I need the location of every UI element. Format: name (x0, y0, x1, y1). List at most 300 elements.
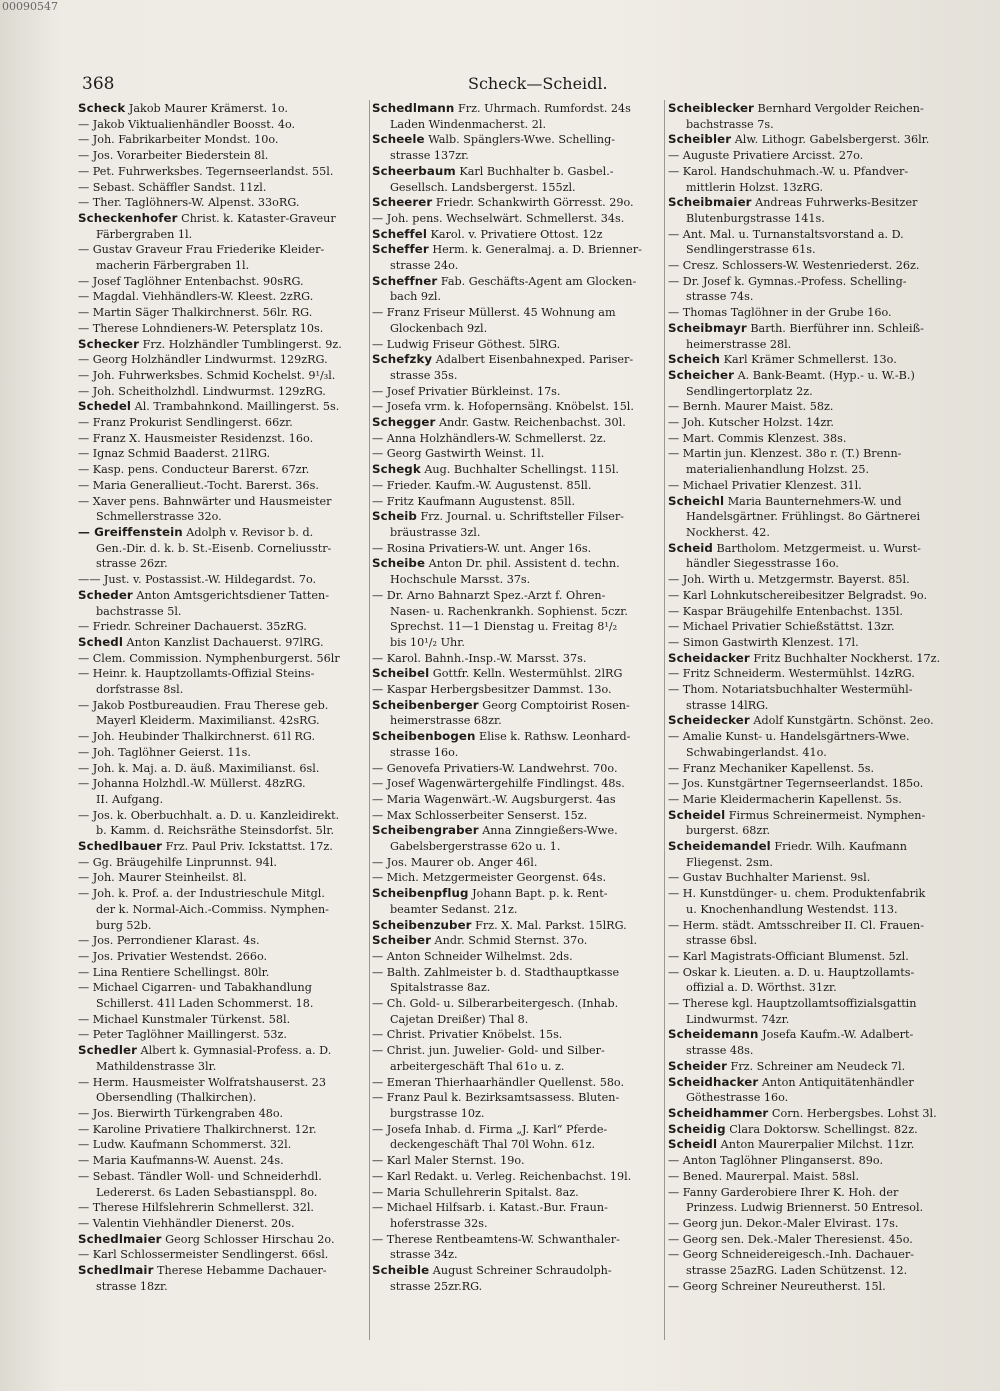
entry-text: Frz. Paul Priv. Ickstattst. 17z. (162, 840, 333, 854)
directory-column-2 (372, 101, 664, 1294)
entry-text: Maria Baunternehmers-W. und (724, 494, 902, 508)
entry-text: — Karl Magistrats-Officiant Blumenst. 5zl. (668, 949, 909, 963)
directory-entry (372, 132, 664, 148)
entry-text: — Franz X. Hausmeister Residenzst. 16o. (78, 431, 314, 445)
directory-entry (372, 337, 664, 353)
directory-entry (78, 242, 370, 258)
directory-entry (78, 431, 370, 447)
entry-text: — Bened. Maurerpal. Maist. 58sl. (668, 1169, 860, 1183)
directory-entry (78, 918, 370, 934)
directory-entry (78, 823, 370, 839)
entry-text: — Franz Friseur Müllerst. 45 Wohnung am (372, 306, 616, 320)
directory-entry (668, 227, 960, 243)
directory-entry (668, 588, 960, 604)
surname: Scheidacker (668, 650, 750, 665)
directory-entry (78, 886, 370, 902)
directory-entry (372, 808, 664, 824)
entry-text: — Georg Holzhändler Lindwurmst. 129zRG. (78, 353, 328, 367)
directory-entry (372, 839, 664, 855)
entry-text: — Therese kgl. Hauptzollamtsoffizialsgattin (668, 997, 917, 1011)
surname: Scheck (78, 101, 126, 115)
directory-entry (78, 494, 370, 510)
entry-text: — Friedr. Schreiner Dachauerst. 35zRG. (78, 620, 307, 634)
entry-text: strasse 25azRG. Laden Schützenst. 12. (686, 1264, 908, 1278)
entry-text: macherin Färbergraben 1l. (96, 259, 250, 273)
entry-text: — H. Kunstdünger- u. chem. Produktenfabrik (668, 887, 926, 901)
entry-text: — Jos. Maurer ob. Anger 46l. (372, 855, 538, 869)
directory-entry (668, 776, 960, 792)
directory-entry (668, 855, 960, 871)
directory-entry (668, 651, 960, 667)
directory-entry (372, 635, 664, 651)
directory-entry (668, 1059, 960, 1075)
entry-text: Frz. Holzhändler Tumblingerst. 9z. (139, 337, 342, 351)
surname: Scheibmayr (668, 320, 747, 335)
directory-entry (668, 792, 960, 808)
entry-text: Schmellerstrasse 32o. (96, 510, 222, 524)
entry-text: — Franz Mechaniker Kapellenst. 5s. (668, 761, 875, 775)
entry-text: — Joh. Fuhrwerksbes. Schmid Kochelst. 9¹/₃l. (78, 368, 336, 382)
directory-entry (78, 1200, 370, 1216)
entry-text: Karol. v. Privatiere Ottost. 12z (427, 227, 603, 241)
entry-text: Alw. Lithogr. Gabelsbergerst. 36lr. (731, 133, 930, 147)
entry-text: — Joh. pens. Wechselwärt. Schmellerst. 34s. (372, 211, 625, 225)
directory-entry (78, 352, 370, 368)
entry-text: Frz. Schreiner am Neudeck 7l. (727, 1059, 906, 1073)
entry-text: Gen.-Dir. d. k. b. St.-Eisenb. Corneliusstr- (96, 541, 332, 555)
directory-entry (668, 1122, 960, 1138)
directory-entry (78, 399, 370, 415)
directory-entry (668, 745, 960, 761)
directory-entry (668, 541, 960, 557)
entry-text: Nasen- u. Rachenkrankh. Sophienst. 5czr. (390, 604, 628, 618)
directory-entry (78, 462, 370, 478)
entry-text: Mayerl Kleiderm. Maximilianst. 42sRG. (96, 714, 320, 728)
directory-entry (372, 556, 664, 572)
directory-entry (372, 1263, 664, 1279)
directory-entry (372, 666, 664, 682)
surname: Scheidhammer (668, 1106, 769, 1120)
entry-text: Schillerst. 41l Laden Schommerst. 18. (96, 997, 314, 1011)
entry-text: — Joh. k. Maj. a. D. äuß. Maximilianst. 6sl. (78, 761, 320, 775)
directory-entry (372, 1122, 664, 1138)
entry-text: strasse 34z. (390, 1248, 458, 1262)
surname: Scheibenpflug (372, 886, 469, 901)
directory-entry (372, 242, 664, 258)
directory-entry (668, 305, 960, 321)
directory-entry (668, 980, 960, 996)
entry-text: — Kasp. pens. Conducteur Barerst. 67zr. (78, 463, 310, 477)
entry-text: — Dr. Josef k. Gymnas.-Profess. Schelling- (668, 274, 907, 288)
entry-text: — Max Schlosserbeiter Senserst. 15z. (372, 808, 588, 822)
directory-entry (372, 1247, 664, 1263)
directory-entry (668, 164, 960, 180)
entry-text: — Xaver pens. Bahnwärter und Hausmeister (78, 494, 332, 508)
entry-text: — Josefa Inhab. d. Firma „J. Karl“ Pferde- (372, 1122, 608, 1136)
directory-entry (668, 713, 960, 729)
directory-entry (372, 117, 664, 133)
directory-entry (78, 195, 370, 211)
directory-entry (78, 729, 370, 745)
entry-text: — Josef Taglöhner Entenbachst. 90sRG. (78, 274, 304, 288)
entry-text: Anton Dr. phil. Assistent d. techn. (425, 557, 620, 571)
entry-text: Sendlingerstrasse 61s. (686, 243, 816, 257)
directory-entry (78, 588, 370, 604)
entry-text: — Georg Gastwirth Weinst. 1l. (372, 447, 545, 461)
entry-text: Cajetan Dreißer) Thal 8. (390, 1012, 529, 1026)
directory-entry (668, 572, 960, 588)
entry-text: — Sebast. Schäffler Sandst. 11zl. (78, 180, 267, 194)
entry-text: hoferstrasse 32s. (390, 1216, 488, 1230)
directory-entry (78, 855, 370, 871)
directory-entry (668, 1043, 960, 1059)
entry-text: Glockenbach 9zl. (390, 321, 488, 335)
surname: Scheidemann (668, 1027, 759, 1042)
directory-entry (372, 446, 664, 462)
directory-entry (668, 808, 960, 824)
directory-entry (78, 870, 370, 886)
entry-text: — Joh. Fabrikarbeiter Mondst. 10o. (78, 133, 279, 147)
entry-text: — Heinr. k. Hauptzollamts-Offizial Steins- (78, 667, 315, 681)
surname: Schedlmann (372, 101, 455, 115)
directory-entry (78, 776, 370, 792)
entry-text: — Therese Hilfslehrerin Schmellerst. 32l. (78, 1201, 314, 1215)
directory-entry (668, 1247, 960, 1263)
surname: Scheffel (372, 226, 427, 241)
directory-entry (78, 1263, 370, 1279)
entry-text: — Jos. Privatier Westendst. 266o. (78, 949, 268, 963)
surname: Scheib (372, 509, 417, 524)
entry-text: — Bernh. Maurer Maist. 58z. (668, 400, 834, 414)
directory-entry (372, 1106, 664, 1122)
entry-text: strasse 35s. (390, 368, 458, 382)
surname: Scheibel (372, 666, 430, 681)
entry-text: Hochschule Marsst. 37s. (390, 573, 531, 587)
entry-text: Sendlingertorplatz 2z. (686, 384, 813, 398)
directory-entry (372, 1075, 664, 1091)
entry-text: — Martin jun. Klenzest. 38o r. (T.) Brenn- (668, 447, 902, 461)
surname: Scheibenberger (372, 697, 479, 712)
entry-text: Therese Hebamme Dachauer- (153, 1264, 327, 1278)
directory-entry (668, 761, 960, 777)
entry-text: — Balth. Zahlmeister b. d. Stadthauptkasse (372, 965, 620, 979)
directory-entry (78, 1279, 370, 1295)
directory-entry (78, 289, 370, 305)
entry-text: — Thom. Notariatsbuchhalter Westermühl- (668, 683, 913, 697)
surname: Scheder (78, 587, 133, 602)
directory-entry (372, 384, 664, 400)
directory-entry (372, 415, 664, 431)
directory-entry (668, 619, 960, 635)
directory-entry (372, 651, 664, 667)
directory-entry (668, 1106, 960, 1122)
directory-entry (78, 1027, 370, 1043)
entry-text: Herm. k. Generalmaj. a. D. Brienner- (428, 243, 642, 257)
entry-text: — Josefa vrm. k. Hofopernsäng. Knöbelst. 15l. (372, 400, 634, 414)
entry-text: — Michael Hilfsarb. i. Katast.-Bur. Fraun- (372, 1201, 608, 1215)
entry-text: Karl Buchhalter b. Gasbel.- (455, 164, 614, 178)
entry-text: — Michael Privatier Schießstättst. 13zr. (668, 620, 895, 634)
directory-entry (668, 729, 960, 745)
directory-entry (78, 1247, 370, 1263)
entry-text: strasse 25zr.RG. (390, 1279, 483, 1293)
entry-text: — Herm. städt. Amtsschreiber II. Cl. Frauen- (668, 918, 925, 932)
entry-text: — Simon Gastwirth Klenzest. 17l. (668, 635, 859, 649)
entry-text: — Fritz Kaufmann Augustenst. 85ll. (372, 494, 576, 508)
entry-text: Schwabingerlandst. 41o. (686, 745, 827, 759)
directory-entry (668, 242, 960, 258)
directory-entry (668, 478, 960, 494)
directory-entry (78, 211, 370, 227)
entry-text: Andr. Gastw. Reichenbachst. 30l. (435, 416, 626, 430)
directory-entry (78, 478, 370, 494)
directory-entry (78, 164, 370, 180)
entry-text: — Clem. Commission. Nymphenburgerst. 56lr (78, 651, 340, 665)
entry-text: Anna Zinngießers-Wwe. (478, 824, 618, 838)
entry-text: — Maria Kaufmanns-W. Auenst. 24s. (78, 1154, 284, 1168)
directory-entry (78, 604, 370, 620)
entry-text: heimerstrasse 68zr. (390, 714, 502, 728)
directory-entry (372, 870, 664, 886)
entry-text: — Mart. Commis Klenzest. 38s. (668, 431, 847, 445)
entry-text: — Valentin Viehhändler Dienerst. 20s. (78, 1216, 295, 1230)
directory-entry (78, 148, 370, 164)
directory-entry (668, 1090, 960, 1106)
surname: — Greiffenstein (78, 524, 183, 539)
entry-text: — Ludwig Friseur Göthest. 5lRG. (372, 337, 561, 351)
entry-text: Frz. Journal. u. Schriftsteller Filser- (416, 510, 624, 524)
directory-entry (668, 132, 960, 148)
directory-entry (372, 1027, 664, 1043)
directory-column-3 (668, 101, 960, 1294)
entry-text: Sprechst. 11—1 Dienstag u. Freitag 8¹/₂ (390, 620, 618, 634)
directory-entry (372, 227, 664, 243)
directory-entry (668, 698, 960, 714)
directory-entry (78, 839, 370, 855)
entry-text: — Therese Rentbeamtens-W. Schwanthaler- (372, 1232, 620, 1246)
directory-entry (668, 384, 960, 400)
surname: Scheichl (668, 493, 725, 508)
directory-entry (372, 792, 664, 808)
directory-entry (668, 117, 960, 133)
directory-entry (78, 1090, 370, 1106)
entry-text: bachstrasse 5l. (96, 604, 182, 618)
surname: Schedlbauer (78, 839, 163, 854)
directory-entry (78, 713, 370, 729)
entry-text: — Maria Wagenwärt.-W. Augsburgerst. 4as (372, 792, 616, 806)
entry-text: Aug. Buchhalter Schellingst. 115l. (420, 463, 619, 477)
entry-text: — Thomas Taglöhner in der Grube 16o. (668, 306, 892, 320)
entry-text: Laden Windenmacherst. 2l. (390, 117, 547, 131)
directory-entry (372, 588, 664, 604)
running-head: Scheck—Scheidl. (468, 74, 608, 93)
entry-text: — Joh. k. Prof. a. der Industrieschule Mitgl. (78, 887, 325, 901)
directory-entry (78, 305, 370, 321)
surname: Scheidecker (668, 713, 750, 728)
directory-entry (372, 619, 664, 635)
directory-entry (372, 729, 664, 745)
entry-text: heimerstrasse 28l. (686, 337, 792, 351)
directory-entry (78, 446, 370, 462)
entry-text: Frz. Uhrmach. Rumfordst. 24s (454, 102, 631, 115)
entry-text: — Emeran Thierhaarhändler Quellenst. 58o. (372, 1075, 625, 1089)
surname: Scheele (372, 132, 425, 147)
directory-entry (668, 1185, 960, 1201)
entry-text: — Jos. k. Oberbuchhalt. a. D. u. Kanzleidirekt. (78, 808, 340, 822)
surname: Scheibengraber (372, 823, 479, 838)
directory-entry (78, 274, 370, 290)
directory-entry (372, 195, 664, 211)
entry-text: — Jos. Vorarbeiter Biederstein 8l. (78, 149, 269, 163)
directory-entry (668, 321, 960, 337)
entry-text: — Jos. Kunstgärtner Tegernseerlandst. 185o. (668, 777, 924, 791)
directory-entry (372, 980, 664, 996)
surname: Scheidel (668, 807, 726, 822)
entry-text: strasse 26zr. (96, 557, 168, 571)
entry-text: Ledererst. 6s Laden Sebastiansppl. 8o. (96, 1185, 318, 1199)
entry-text: strasse 6bsl. (686, 934, 758, 948)
directory-entry (78, 682, 370, 698)
directory-entry (668, 1279, 960, 1295)
directory-entry (78, 949, 370, 965)
directory-entry (372, 148, 664, 164)
entry-text: II. Aufgang. (96, 792, 164, 806)
entry-text: Clara Doktorsw. Schellingst. 82z. (725, 1122, 918, 1136)
entry-text: — Ludw. Kaufmann Schommerst. 32l. (78, 1138, 292, 1152)
directory-entry (78, 117, 370, 133)
surname: Scheidemandel (668, 839, 771, 854)
directory-entry (668, 1012, 960, 1028)
entry-text: —— Just. v. Postassist.-W. Hildegardst. 7o. (78, 573, 317, 587)
directory-entry (372, 965, 664, 981)
directory-entry (78, 509, 370, 525)
directory-entry (78, 635, 370, 651)
entry-text: — Kaspar Bräugehilfe Entenbachst. 135l. (668, 604, 903, 618)
entry-text: — Anna Holzhändlers-W. Schmellerst. 2z. (372, 431, 607, 445)
entry-text: Fliegenst. 2sm. (686, 855, 773, 869)
entry-text: — Ignaz Schmid Baaderst. 21lRG. (78, 447, 271, 461)
entry-text: — Joh. Heubinder Thalkirchnerst. 61l RG. (78, 730, 315, 744)
directory-entry (372, 494, 664, 510)
entry-text: — Franz Paul k. Bezirksamtsassess. Bluten- (372, 1091, 620, 1105)
directory-entry (372, 368, 664, 384)
surname: Schedlmair (78, 1263, 154, 1278)
directory-entry (372, 1279, 664, 1295)
surname: Scheerbaum (372, 163, 456, 178)
directory-entry (78, 1169, 370, 1185)
directory-entry (668, 666, 960, 682)
entry-text: — Fritz Schneiderm. Westermühlst. 14zRG. (668, 667, 915, 681)
directory-entry (78, 384, 370, 400)
directory-entry (372, 1200, 664, 1216)
entry-text: strasse 137zr. (390, 149, 469, 163)
directory-entry (668, 1169, 960, 1185)
entry-text: — Gg. Bräugehilfe Linprunnst. 94l. (78, 855, 277, 869)
entry-text: Albert k. Gymnasial-Profess. a. D. (137, 1044, 332, 1058)
entry-text: — Karl Redakt. u. Verleg. Reichenbachst. 19l. (372, 1169, 632, 1183)
directory-entry (372, 776, 664, 792)
entry-text: Georg Schlosser Hirschau 2o. (161, 1232, 335, 1246)
entry-text: Bernhard Vergolder Reichen- (753, 102, 924, 115)
entry-text: — Georg sen. Dek.-Maler Theresienst. 45o. (668, 1232, 913, 1246)
entry-text: Gottfr. Kelln. Westermühlst. 2lRG (429, 667, 623, 681)
entry-text: — Michael Kunstmaler Türkenst. 58l. (78, 1012, 291, 1026)
directory-entry (668, 870, 960, 886)
directory-entry (372, 682, 664, 698)
surname: Scheich (668, 352, 721, 367)
directory-entry (372, 1185, 664, 1201)
entry-text: Lindwurmst. 74zr. (686, 1012, 790, 1026)
entry-text: — Michael Cigarren- und Tabakhandlung (78, 981, 312, 995)
entry-text: — Dr. Arno Bahnarzt Spez.-Arzt f. Ohren- (372, 588, 606, 602)
directory-entry (668, 352, 960, 368)
entry-text: Prinzess. Ludwig Briennerst. 50 Entresol. (686, 1201, 924, 1215)
directory-entry (668, 1200, 960, 1216)
entry-text: — Pet. Fuhrwerksbes. Tegernseerlandst. 55l. (78, 164, 334, 178)
directory-entry (78, 132, 370, 148)
entry-text: — Ant. Mal. u. Turnanstaltsvorstand a. D. (668, 227, 904, 241)
directory-entry (668, 494, 960, 510)
directory-entry (372, 604, 664, 620)
entry-text: Firmus Schreinermeist. Nymphen- (725, 808, 926, 822)
directory-entry (78, 980, 370, 996)
directory-entry (372, 525, 664, 541)
directory-entry (78, 808, 370, 824)
entry-text: — Joh. Scheitholzhdl. Lindwurmst. 129zRG. (78, 384, 326, 398)
surname: Scheffner (372, 273, 438, 288)
corner-code: 00090547 (2, 0, 58, 13)
entry-text: dorfstrasse 8sl. (96, 683, 184, 697)
directory-entry (668, 902, 960, 918)
entry-text: — Kaspar Herbergsbesitzer Dammst. 13o. (372, 683, 612, 697)
directory-entry (78, 321, 370, 337)
entry-text: Christ. k. Kataster-Graveur (177, 211, 336, 225)
entry-text: — Josef Privatier Bürkleinst. 17s. (372, 384, 561, 398)
directory-entry (78, 1153, 370, 1169)
directory-entry (668, 195, 960, 211)
directory-entry (78, 902, 370, 918)
directory-entry (668, 509, 960, 525)
entry-text: Barth. Bierführer inn. Schleiß- (746, 321, 924, 335)
entry-text: — Fanny Garderobiere Ihrer K. Hoh. der (668, 1185, 899, 1199)
entry-text: strasse 48s. (686, 1044, 754, 1058)
directory-entry (668, 415, 960, 431)
entry-text: — Christ. jun. Juwelier- Gold- und Silber- (372, 1044, 605, 1058)
entry-text: arbeitergeschäft Thal 61o u. z. (390, 1059, 565, 1073)
entry-text: Elise k. Rathsw. Leonhard- (475, 730, 631, 744)
entry-text: — Therese Lohndieners-W. Petersplatz 10s. (78, 321, 324, 335)
entry-text: burg 52b. (96, 918, 152, 932)
entry-text: — Marie Kleidermacherin Kapellenst. 5s. (668, 792, 902, 806)
entry-text: — Frieder. Kaufm.-W. Augustenst. 85ll. (372, 478, 592, 492)
entry-text: August Schreiner Schraudolph- (429, 1264, 612, 1278)
entry-text: Karl Krämer Schmellerst. 13o. (720, 353, 897, 367)
entry-text: — Franz Prokurist Sendlingerst. 66zr. (78, 416, 293, 430)
surname: Scheibe (372, 556, 426, 571)
entry-text: Anton Amtsgerichtsdiener Tatten- (132, 588, 329, 602)
entry-text: — Cresz. Schlossers-W. Westenriederst. 26z. (668, 259, 920, 273)
directory-entry (78, 651, 370, 667)
directory-entry (372, 902, 664, 918)
entry-text: Adalbert Eisenbahnexped. Pariser- (432, 353, 634, 367)
surname: Scheidl (668, 1137, 718, 1152)
entry-text: Friedr. Schankwirth Görresst. 29o. (432, 196, 634, 210)
directory-entry (668, 635, 960, 651)
entry-text: — Ch. Gold- u. Silberarbeitergesch. (Inhab. (372, 997, 619, 1011)
entry-text: bach 9zl. (390, 290, 442, 304)
directory-entry (372, 918, 664, 934)
surname: Scheibmaier (668, 195, 752, 210)
